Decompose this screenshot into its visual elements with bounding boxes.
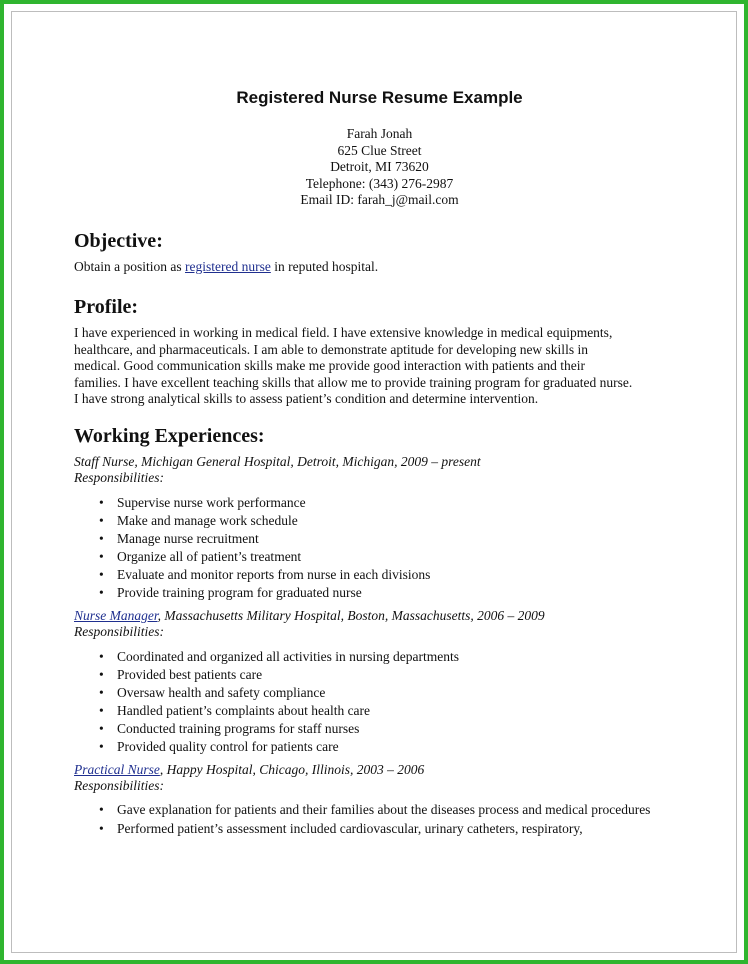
document-title: Registered Nurse Resume Example	[236, 88, 523, 107]
list-item-text: Performed patient’s assessment included cardiovascular, urinary catheters, respiratory,	[117, 821, 583, 836]
experience-heading: Working Experiences:	[74, 424, 265, 447]
contact-city: Detroit, MI 73620	[330, 159, 429, 174]
list-item-text: Supervise nurse work performance	[117, 494, 306, 510]
list-item	[74, 548, 684, 566]
list-item-text: Evaluate and monitor reports from nurse in each divisions	[117, 566, 431, 582]
bullet-icon: •	[99, 821, 104, 836]
contact-telephone: Telephone: (343) 276-2987	[305, 175, 454, 191]
list-item	[74, 648, 684, 666]
responsibilities-label: Responsibilities:	[74, 623, 164, 639]
profile-heading: Profile:	[74, 296, 139, 318]
job-details: , Michigan General Hospital, Detroit, Michigan, 2009 – present	[134, 453, 481, 469]
bullet-icon: •	[99, 548, 104, 564]
responsibilities-list	[74, 494, 684, 602]
job-title-line	[74, 762, 684, 778]
job-details: , Massachusetts Military Hospital, Boston, Massachusetts, 2006 – 2009	[157, 607, 545, 623]
contact-name: Farah Jonah	[346, 126, 413, 141]
objective-text	[74, 259, 684, 276]
contact-email: Email ID: farah_j@mail.com	[300, 192, 459, 207]
job-title-line	[74, 454, 684, 470]
profile-line: I have strong analytical skills to assess patient’s condition and determine intervention.	[74, 391, 539, 406]
list-item	[74, 584, 684, 602]
profile-line: families. I have excellent teaching skills that allow me to provide training program for graduated nurse.	[74, 374, 633, 390]
profile-line: medical. Good communication skills make me provide good interaction with patients and their	[74, 358, 586, 373]
list-item-text: Manage nurse recruitment	[117, 530, 259, 546]
list-item	[74, 720, 684, 738]
list-item	[74, 530, 684, 548]
objective-text-before: Obtain a position as	[74, 258, 185, 274]
list-item	[74, 494, 684, 512]
list-item	[74, 738, 684, 756]
profile-line: I have experienced in working in medical field. I have extensive knowledge in medical equipments,	[74, 325, 613, 340]
job-title: Staff Nurse	[74, 453, 135, 469]
experience-section	[74, 424, 684, 839]
bullet-icon: •	[99, 720, 104, 736]
list-item-text: Coordinated and organized all activities in nursing departments	[117, 648, 460, 664]
contact-street: 625 Clue Street	[337, 142, 422, 158]
list-item-text: Provide training program for graduated nurse	[117, 584, 362, 600]
list-item-text: Provided best patients care	[117, 666, 263, 682]
bullet-icon: •	[99, 648, 104, 664]
job-title-line	[74, 608, 684, 624]
objective-text-after: in reputed hospital.	[270, 258, 379, 274]
bullet-icon: •	[99, 738, 104, 754]
bullet-icon: •	[99, 494, 104, 510]
list-item	[74, 702, 684, 720]
bullet-icon: •	[99, 512, 104, 528]
list-item-text: Provided quality control for patients care	[117, 738, 339, 754]
list-item	[74, 820, 684, 838]
list-item	[74, 684, 684, 702]
list-item	[74, 666, 684, 684]
bullet-icon: •	[99, 684, 104, 700]
profile-text	[74, 325, 684, 408]
bullet-icon: •	[99, 530, 104, 546]
list-item-text: Make and manage work schedule	[117, 512, 298, 528]
resume-document	[74, 88, 684, 844]
profile-line: healthcare, and pharmaceuticals. I am able to demonstrate aptitude for developing new skills in	[74, 341, 588, 357]
list-item-text: Conducted training programs for staff nurses	[117, 720, 360, 736]
nurse-manager-link[interactable]: Nurse Manager	[74, 607, 158, 623]
list-item-text: Oversaw health and safety compliance	[117, 684, 326, 700]
practical-nurse-link[interactable]: Practical Nurse	[74, 761, 160, 777]
list-item-text: Gave explanation for patients and their families about the diseases process and medical procedures	[117, 801, 651, 817]
bullet-icon: •	[99, 584, 104, 600]
responsibilities-label: Responsibilities:	[74, 777, 164, 793]
bullet-icon: •	[99, 702, 104, 718]
list-item-text: Handled patient’s complaints about health care	[117, 702, 371, 718]
list-item	[74, 802, 684, 819]
job-details: , Happy Hospital, Chicago, Illinois, 2003 – 2006	[159, 761, 425, 777]
objective-section	[74, 229, 684, 276]
bullet-icon: •	[99, 566, 104, 582]
responsibilities-label: Responsibilities:	[74, 469, 164, 485]
list-item	[74, 512, 684, 530]
list-item	[74, 566, 684, 584]
bullet-icon: •	[99, 666, 104, 682]
profile-section	[74, 295, 684, 408]
list-item-text: Organize all of patient’s treatment	[117, 548, 302, 564]
bullet-icon: •	[99, 801, 104, 817]
responsibilities-list	[74, 648, 684, 756]
registered-nurse-link[interactable]: registered nurse	[185, 258, 271, 274]
responsibilities-list	[74, 802, 684, 839]
contact-block	[74, 126, 684, 209]
objective-heading: Objective:	[74, 229, 163, 252]
